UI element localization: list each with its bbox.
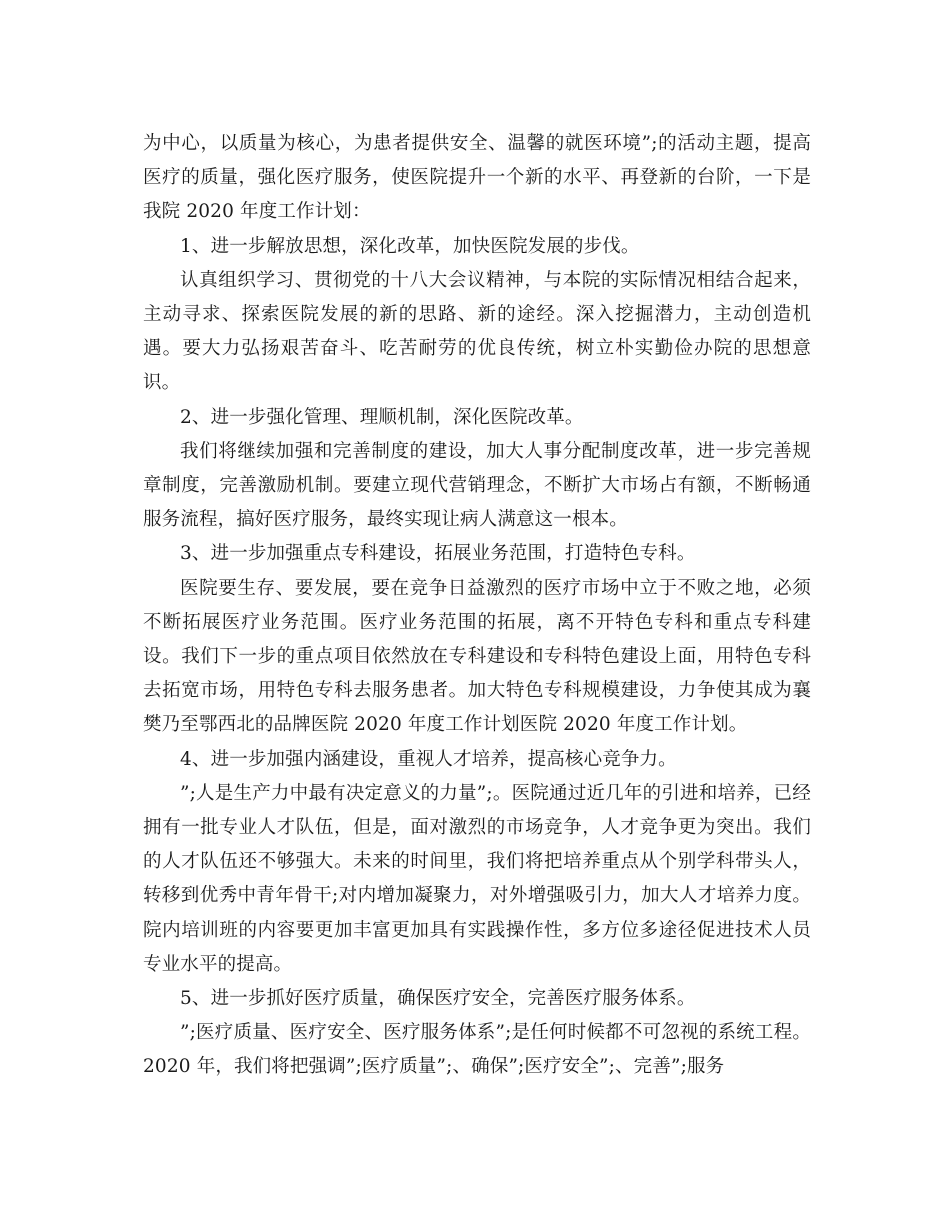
paragraph-section-3: 医院要生存、要发展，要在竞争日益激烈的医疗市场中立于不败之地，必须不断拓展医疗业务范围。医疗业务范围的拓展，离不开特色专科和重点专科建设。我们下一步的重点项目依然放在专科建设和专科特色建设上面，用特色专科去拓宽市场，用特色专科去服务患者。加大特色专科规模建设，力争使其成为襄樊乃至鄂西北的品牌医院 2020 年度工作计划医院 2020 年度工作计划。 [143,577,811,736]
paragraph-section-4: ”;人是生产力中最有决定意义的力量”;。医院通过近几年的引进和培养，已经拥有一批专业人才队伍，但是，面对激烈的市场竞争，人才竞争更为突出。我们的人才队伍还不够强大。未来的时间里，我们将把培养重点从个别学科带头人，转移到优秀中青年骨干;对内增加凝聚力，对外增强吸引力，加大人才培养力度。院内培训班的内容要更加丰富更加具有实践操作性，多方位多途径促进技术人员专业水平的提高。 [143,782,811,975]
paragraph-intro-continuation: 为中心，以质量为核心，为患者提供安全、温馨的就医环境”;的活动主题，提高医疗的质量，强化医疗服务，使医院提升一个新的水平、再登新的台阶，一下是我院 2020 年度工作计划： [143,133,811,223]
section-heading-1: 1、进一步解放思想，深化改革，加快医院发展的步伐。 [180,235,640,257]
section-heading-3: 3、进一步加强重点专科建设，拓展业务范围，打造特色专科。 [180,543,696,565]
document-body [143,127,811,1085]
section-heading-2: 2、进一步强化管理、理顺机制，深化医院改革。 [180,406,584,428]
section-heading-5: 5、进一步抓好医疗质量，确保医疗安全，完善医疗服务体系。 [180,988,696,1010]
paragraph-section-5: ”;医疗质量、医疗安全、医疗服务体系”;是任何时候都不可忽视的系统工程。2020 年，我们将把强调”;医疗质量”;、确保”;医疗安全”;、完善”;服务 [143,1022,811,1078]
paragraph-section-1: 认真组织学习、贯彻党的十八大会议精神，与本院的实际情况相结合起来，主动寻求、探索医院发展的新的思路、新的途经。深入挖掘潜力，主动创造机遇。要大力弘扬艰苦奋斗、吃苦耐劳的优良传统，树立朴实勤俭办院的思想意识。 [143,269,811,394]
paragraph-section-2: 我们将继续加强和完善制度的建设，加大人事分配制度改革，进一步完善规章制度，完善激励机制。要建立现代营销理念，不断扩大市场占有额，不断畅通服务流程，搞好医疗服务，最终实现让病人满意这一根本。 [143,440,811,531]
section-heading-4: 4、进一步加强内涵建设，重视人才培养，提高核心竞争力。 [180,748,677,770]
